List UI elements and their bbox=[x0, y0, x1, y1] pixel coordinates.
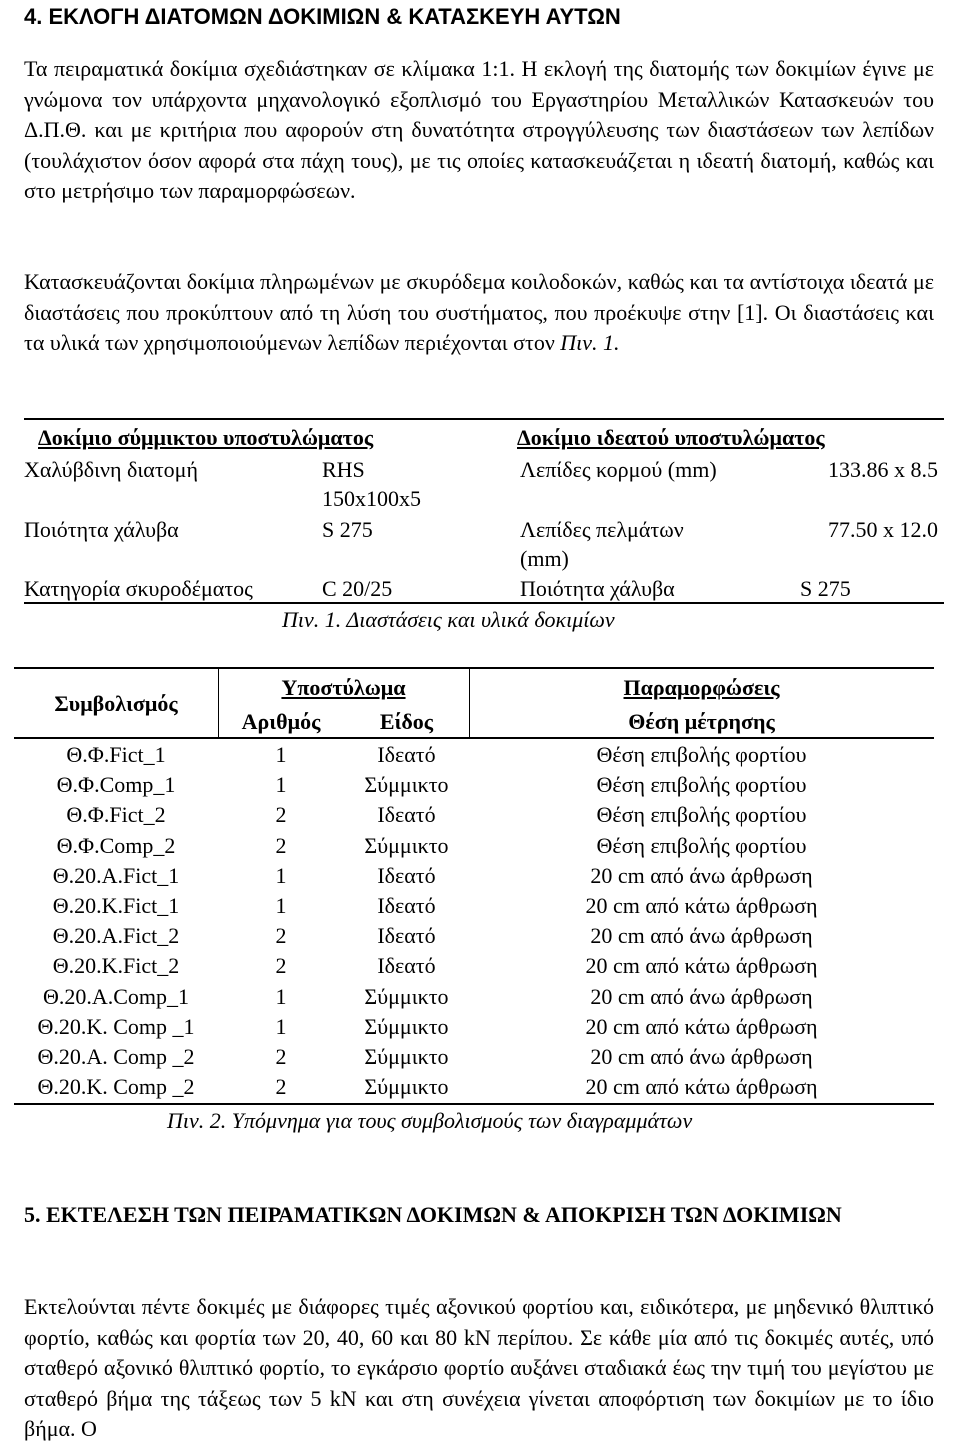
paragraph-2-text: Κατασκευάζονται δοκίμια πληρωμένων με σκυρόδεμα κοιλοδοκών, καθώς και τα αντίστοιχα ιδεατά με διαστάσεις που προκύπτουν από τη λύση του συστήματος, που προέκυψε στην [1]. Οι διαστάσεις και τα υλικά των χρησιμοποιούμενων λεπίδων περιέχονται στον bbox=[24, 269, 934, 355]
table-2-cell: 1 bbox=[275, 893, 287, 918]
table-1-cell: Λεπίδες κορμού (mm) bbox=[520, 457, 717, 482]
table-2-cell: Θ.20.Α. Comp _2 bbox=[37, 1044, 195, 1069]
table-1-cell: 150x100x5 bbox=[322, 486, 421, 511]
table-2-top-rule bbox=[14, 667, 934, 669]
table-1-cell: Λεπίδες πελμάτων bbox=[520, 517, 684, 542]
table-2-cell: 1 bbox=[275, 983, 287, 1009]
table-2-cell: Ιδεατό bbox=[377, 893, 436, 918]
paragraph-2 bbox=[24, 267, 934, 359]
table-2-cell: Θ.Φ.Comp_2 bbox=[56, 832, 176, 858]
table-1-cell: Ποιότητα χάλυβα bbox=[24, 517, 179, 542]
table-1-cell: Χαλύβδινη διατομή bbox=[24, 457, 198, 482]
table-1-cell: RHS bbox=[322, 457, 365, 482]
table-1-left-header: Δοκίμιο σύμμικτου υποστυλώματος bbox=[38, 425, 374, 450]
table-2-cell: 1 bbox=[275, 862, 287, 888]
table-2-cell: Θ.20.Α.Fict_1 bbox=[52, 862, 180, 888]
table-1-cell: Κατηγορία σκυροδέματος bbox=[24, 576, 253, 601]
table-2-cell: Θ.20.Α.Comp_1 bbox=[42, 983, 190, 1009]
table-2-cell: 2 bbox=[275, 953, 287, 979]
table-1-cell: Ποιότητα χάλυβα bbox=[520, 576, 675, 601]
section-5-heading: 5. ΕΚΤΕΛΕΣΗ ΤΩΝ ΠΕΙΡΑΜΑΤΙΚΩΝ ΔΟΚΙΜΩΝ & ΑΠΟΚΡΙΣΗ ΤΩΝ ΔΟΚΙΜΙΩΝ bbox=[24, 1202, 842, 1227]
table-2-cell: Σύμμικτο bbox=[364, 1044, 449, 1069]
table-2-header-position: Θέση μέτρησης bbox=[628, 709, 775, 734]
table-2-cell: Σύμμικτο bbox=[364, 1013, 449, 1039]
table-2-cell: Σύμμικτο bbox=[364, 832, 449, 858]
table-2-cell: 20 cm από άνω άρθρωση bbox=[590, 1044, 813, 1069]
table-2-cell: 20 cm από κάτω άρθρωση bbox=[585, 1074, 818, 1100]
table-2-cell: 2 bbox=[275, 832, 287, 858]
table-2-caption: Πιν. 2. Υπόμνημα για τους συμβολισμούς των διαγραμμάτων bbox=[167, 1108, 693, 1133]
table-1-cell: S 275 bbox=[322, 517, 373, 542]
table-1-caption: Πιν. 1. Διαστάσεις και υλικά δοκιμίων bbox=[282, 607, 615, 632]
table-1-cell: C 20/25 bbox=[322, 576, 393, 601]
table-2-cell: Θ.Φ.Fict_1 bbox=[66, 742, 166, 767]
table-2-header-rule bbox=[14, 737, 934, 739]
table-2-cell: Θ.20.Κ.Fict_2 bbox=[52, 953, 180, 979]
table-1-right-header: Δοκίμιο ιδεατού υποστυλώματος bbox=[517, 425, 825, 450]
table-1-reference: Πιν. 1. bbox=[560, 330, 620, 355]
table-2-cell: Σύμμικτο bbox=[364, 1074, 449, 1100]
table-2-cell: Θέση επιβολής φορτίου bbox=[596, 802, 807, 828]
table-1-cell: (mm) bbox=[520, 546, 569, 571]
table-2-cell: 20 cm από άνω άρθρωση bbox=[590, 923, 813, 949]
table-2-cell: 2 bbox=[275, 923, 287, 949]
section-4-heading: 4. ΕΚΛΟΓΗ ΔΙΑΤΟΜΩΝ ΔΟΚΙΜΙΩΝ & ΚΑΤΑΣΚΕΥΗ ΑΥΤΩΝ bbox=[24, 4, 621, 29]
table-2-cell: Θέση επιβολής φορτίου bbox=[596, 772, 807, 798]
table-2-cell: 1 bbox=[275, 1013, 287, 1039]
table-1-cell: 133.86 x 8.5 bbox=[828, 457, 938, 482]
table-2-cell: Θ.20.Κ. Comp _1 bbox=[37, 1013, 195, 1039]
table-2-cell: 20 cm από κάτω άρθρωση bbox=[585, 1013, 818, 1039]
table-2-cell: Ιδεατό bbox=[377, 802, 436, 828]
table-2-cell: Θέση επιβολής φορτίου bbox=[596, 832, 807, 858]
table-2-cell: Ιδεατό bbox=[377, 953, 436, 979]
table-2-cell: Θ.Φ.Fict_2 bbox=[66, 802, 166, 828]
table-2-cell: 20 cm από άνω άρθρωση bbox=[590, 862, 813, 888]
table-1-bottom-rule bbox=[24, 602, 944, 604]
table-2-cell: 1 bbox=[275, 772, 287, 798]
table-2-cell: Θ.20.Κ.Fict_1 bbox=[52, 893, 180, 918]
table-2-header-number: Αριθμός bbox=[241, 709, 321, 734]
table-2-cell: Ιδεατό bbox=[377, 923, 436, 949]
table-2-cell: 2 bbox=[275, 1074, 287, 1100]
table-2-cell: 20 cm από κάτω άρθρωση bbox=[585, 953, 818, 979]
paragraph-3: Εκτελούνται πέντε δοκιμές με διάφορες τιμές αξονικού φορτίου και, ειδικότερα, με μηδενικό θλιπτικό φορτίο, καθώς και φορτία των 20, 40, 60 και 80 kN περίπου. Σε κάθε μία από τις δοκιμές αυτές, υπό σταθερό αξονικό θλιπτικό φορτίο, το εγκάρσιο φορτίο αυξάνει σταδιακά έως την τιμή του μεγίστου με σταθερό βήμα της τάξεως των 5 kN και στη συνέχεια γίνεται αποφόρτιση των δοκιμίων με το ίδιο βήμα. Ο bbox=[24, 1294, 934, 1441]
table-2-cell: 2 bbox=[275, 1044, 287, 1069]
paragraph-1: Τα πειραματικά δοκίμια σχεδιάστηκαν σε κλίμακα 1:1. Η εκλογή της διατομής των δοκιμίων έγινε με γνώμονα τον υπάρχοντα μηχανολογικό εξοπλισμό του Εργαστηρίου Μεταλλικών Κατασκευών του Δ.Π.Θ. και με κριτήρια που αφορούν στη δυνατότητα στρογγύλευσης των διαστάσεων των λεπίδων (τουλάχιστον όσον αφορά στα πάχη τους), με τις οποίες κατασκευάζεται η ιδεατή διατομή, καθώς και στο μετρήσιμο των παραμορφώσεων. bbox=[24, 56, 934, 203]
table-2-cell: Ιδεατό bbox=[377, 862, 436, 888]
table-2-cell: Θ.Φ.Comp_1 bbox=[56, 772, 176, 798]
table-2-bottom-rule bbox=[14, 1103, 934, 1105]
table-2-cell: Σύμμικτο bbox=[364, 983, 449, 1009]
table-2-cell: 2 bbox=[275, 802, 287, 828]
table-2-header-deformations: Παραμορφώσεις bbox=[623, 675, 780, 700]
table-2-cell: Θέση επιβολής φορτίου bbox=[596, 742, 807, 767]
table-2-cell: Σύμμικτο bbox=[364, 772, 449, 798]
table-1-cell: 77.50 x 12.0 bbox=[828, 517, 938, 542]
table-2-cell: 20 cm από κάτω άρθρωση bbox=[585, 893, 818, 918]
table-2-header-type: Είδος bbox=[379, 709, 434, 734]
table-2-cell: 20 cm από άνω άρθρωση bbox=[590, 983, 813, 1009]
table-2-cell: Ιδεατό bbox=[377, 742, 436, 767]
table-2-cell: Θ.20.Α.Fict_2 bbox=[52, 923, 180, 949]
table-2-header-column: Υποστύλωμα bbox=[281, 675, 406, 700]
table-2-cell: Θ.20.Κ. Comp _2 bbox=[37, 1074, 195, 1100]
table-2-header-symbol: Συμβολισμός bbox=[54, 691, 178, 716]
table-1-cell: S 275 bbox=[800, 576, 851, 601]
table-2-cell: 1 bbox=[275, 742, 287, 767]
table-1-top-rule bbox=[24, 418, 944, 420]
